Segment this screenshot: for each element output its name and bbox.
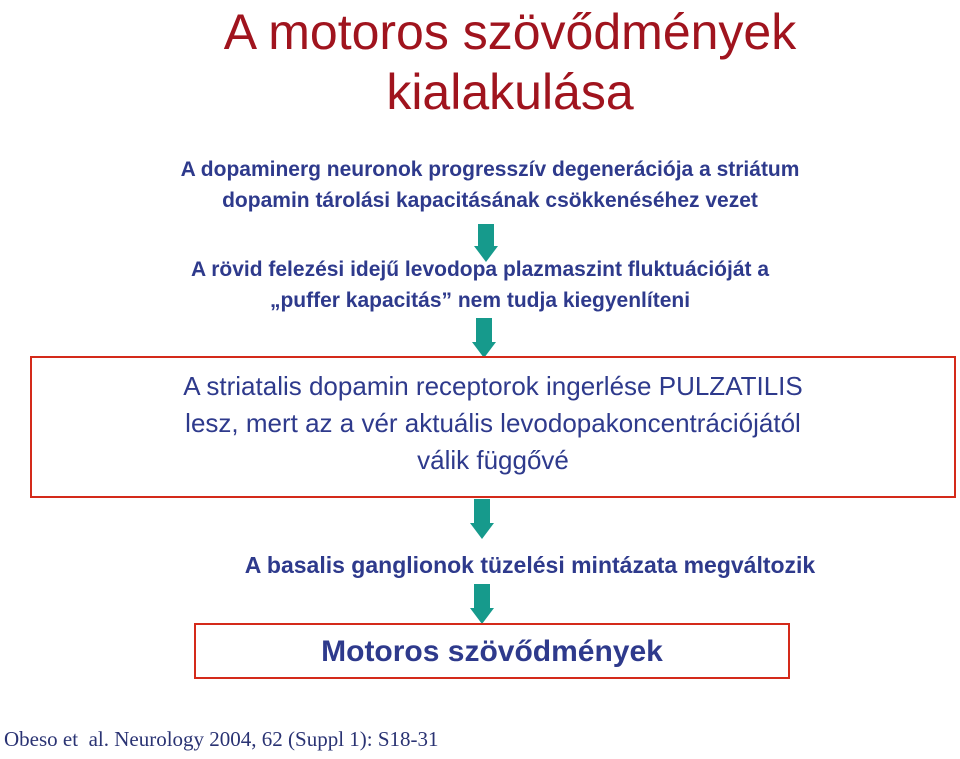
title-line-2: kialakulása	[386, 64, 634, 120]
step-3-line-1: A striatalis dopamin receptorok ingerlése PULZATILIS	[183, 371, 803, 401]
step-5-text: Motoros szövődmények	[321, 635, 663, 668]
citation: Obeso et al. Neurology 2004, 62 (Suppl 1): S18-31	[4, 727, 439, 751]
step-1-line-2: dopamin tárolási kapacitásának csökkenéséhez vezet	[222, 189, 758, 212]
step-2-line-1: A rövid felezési idejű levodopa plazmaszint fluktuációját a	[190, 258, 770, 281]
step-2-text	[30, 254, 930, 316]
step-1-text	[50, 154, 930, 216]
step-3-line-2: lesz, mert az a vér aktuális levodopakoncentrációjától	[185, 408, 801, 438]
down-arrow-2-icon	[472, 318, 496, 358]
slide-title	[60, 2, 960, 122]
down-arrow-3-icon	[470, 499, 494, 539]
pulsatile-stimulation-box	[30, 356, 956, 498]
step-1-line-1: A dopaminerg neuronok progresszív degenerációja a striátum	[180, 158, 800, 181]
step-2-line-2: „puffer kapacitás” nem tudja kiegyenlíteni	[269, 289, 691, 312]
down-arrow-4-icon	[470, 584, 494, 624]
step-4-text	[100, 550, 960, 581]
title-line-1: A motoros szövődmények	[223, 4, 797, 60]
motor-complications-box	[194, 623, 790, 679]
step-3-line-3: válik függővé	[417, 445, 569, 475]
step-4-line-1: A basalis ganglionok tüzelési mintázata megváltozik	[244, 552, 816, 578]
